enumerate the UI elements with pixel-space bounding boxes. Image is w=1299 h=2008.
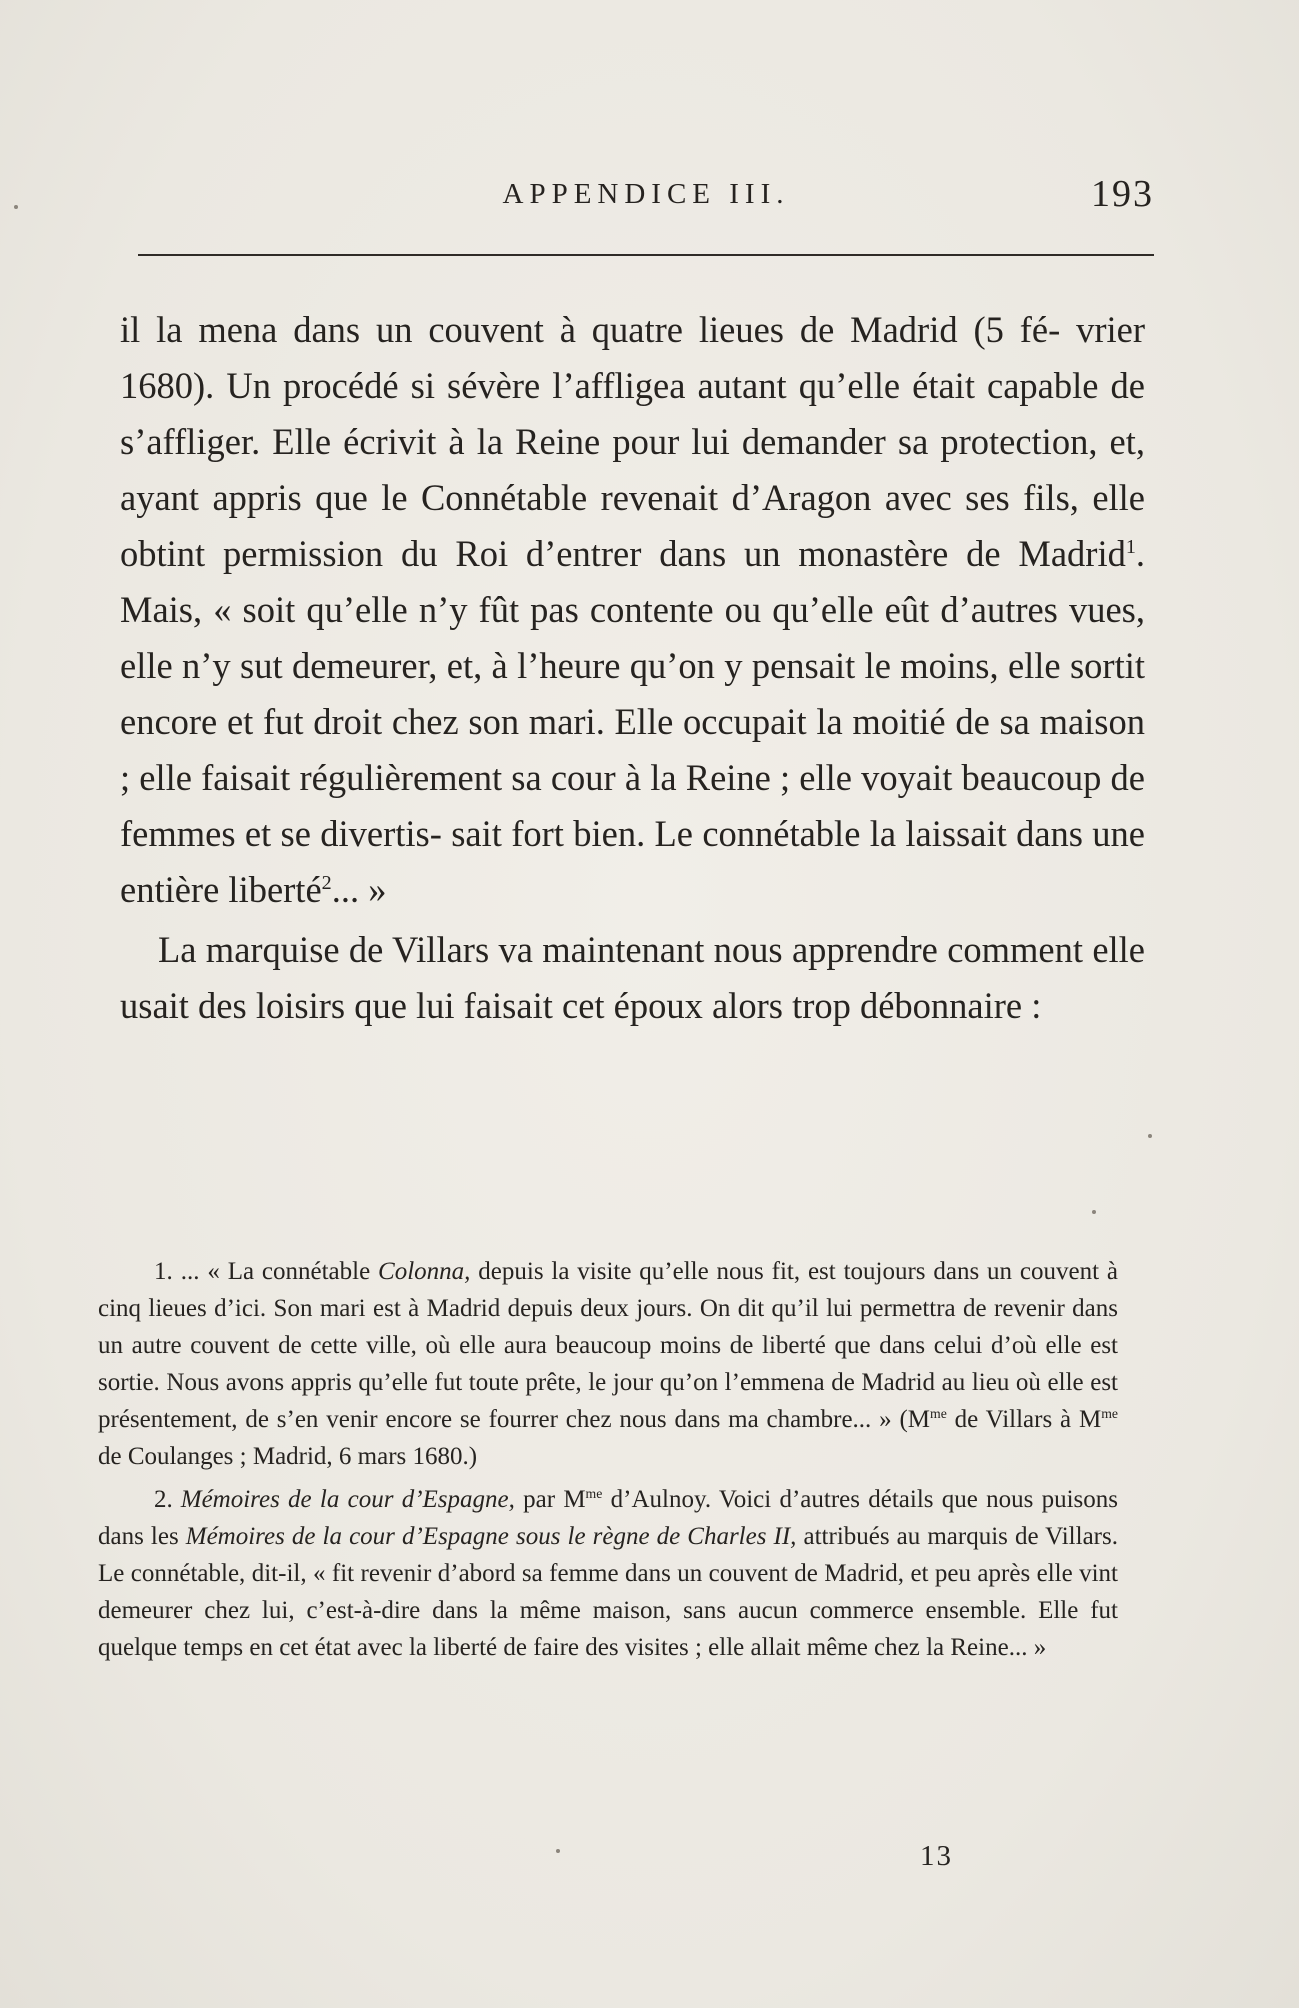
footnote-1: 1. ... « La connétable Colonna, depuis la visite qu’elle nous fit, est toujours dans un couvent à cinq lieues d’ici. Son mari est à Madrid depuis deux jours. On dit qu’il lui permettra de revenir dans un autre couvent de cette ville, où elle aura beaucoup moins de liberté que dans celui d’où elle est sortie. Nous avons appris qu’elle fut toute prête, le jour qu’on l’emmena de Madrid au lieu où elle est présentement, de s’en venir encore se fourrer chez nous dans ma chambre... » ($M^{me}$ de Villars à $M^{me}$ de Coulanges ; Madrid, 6 mars 1680.) [98, 1253, 1118, 1475]
main-text [120, 302, 1145, 1034]
footnote-ref-1[interactable]: 1 [1125, 535, 1136, 558]
footnote-number: 1. [154, 1258, 173, 1285]
paper-speck [1148, 1134, 1152, 1138]
paper-speck [14, 205, 18, 209]
footnote-2: 2. Mémoires de la cour d’Espagne, par $M^{me}$ d’Aulnoy. Voici d’autres détails que nous puisons dans les Mémoires de la cour d’Espagne sous le règne de Charles II, attribués au marquis de Villars. Le connétable, dit-il, « fit revenir d’abord sa femme dans un couvent de Madrid, et peu après elle vint demeurer chez lui, c’est-à-dire dans la même maison, sans aucun commerce ensemble. Elle fut quelque temps en cet état avec la liberté de faire des visites ; elle allait même chez la Reine... » [98, 1481, 1118, 1666]
footnote-number: 2. [154, 1486, 173, 1513]
header-rule [138, 254, 1154, 256]
running-head: APPENDICE III. [502, 178, 790, 210]
page-number: 193 [1091, 173, 1154, 215]
signature-mark: 13 [920, 1840, 953, 1872]
paper-speck [1092, 1210, 1096, 1214]
paper-speck [556, 1849, 560, 1853]
page-header [138, 172, 1154, 232]
footnotes [98, 1253, 1118, 1672]
footnote-ref-2[interactable]: 2 [321, 871, 332, 894]
paragraph-1: il la mena dans un couvent à quatre lieues de Madrid (5 fé- vrier 1680). Un procédé si sévère l’affligea autant qu’elle était capable de s’affliger. Elle écrivit à la Reine pour lui demander sa protection, et, ayant appris que le Connétable revenait d’Aragon avec ses fils, elle obtint permission du Roi d’entrer dans un monastère de Madrid$^1$. Mais, « soit qu’elle n’y fût pas contente ou qu’elle eût d’autres vues, elle n’y sut demeurer, et, à l’heure qu’on y pensait le moins, elle sortit encore et fut droit chez son mari. Elle occupait la moitié de sa maison ; elle faisait régulièrement sa cour à la Reine ; elle voyait beaucoup de femmes et se divertis- sait fort bien. Le connétable la laissait dans une entière liberté$^2$... » [120, 309, 1146, 910]
paragraph-2: La marquise de Villars va maintenant nous apprendre comment elle usait des loisirs que lui faisait cet époux alors trop débonnaire : [120, 929, 1146, 1026]
